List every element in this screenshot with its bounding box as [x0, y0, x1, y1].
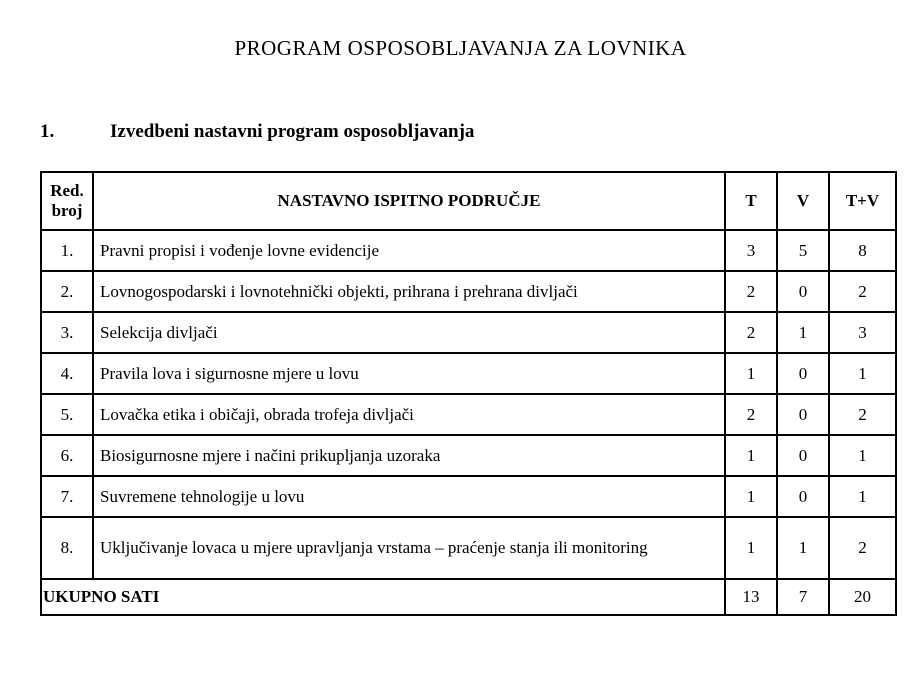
- practice-cell: 0: [777, 353, 829, 394]
- subject-cell: Biosigurnosne mjere i načini prikupljanja uzoraka: [93, 435, 725, 476]
- theory-cell: 1: [725, 476, 777, 517]
- practice-cell: 0: [777, 476, 829, 517]
- table-row: [41, 353, 896, 394]
- training-program-table: [40, 171, 897, 616]
- total-row: [41, 579, 896, 615]
- table-row: [41, 271, 896, 312]
- document-title: PROGRAM OSPOSOBLJAVANJA ZA LOVNIKA: [234, 36, 687, 60]
- theory-cell: 2: [725, 312, 777, 353]
- header-subject: NASTAVNO ISPITNO PODRUČJE: [93, 172, 725, 230]
- practice-cell: 0: [777, 435, 829, 476]
- row-number: 7.: [41, 476, 93, 517]
- total-cell: 8: [829, 230, 896, 271]
- table-row: [41, 435, 896, 476]
- subject-cell: Suvremene tehnologije u lovu: [93, 476, 725, 517]
- total-cell: 2: [829, 517, 896, 579]
- row-number: 1.: [41, 230, 93, 271]
- subject-cell: Lovnogospodarski i lovnotehnički objekti, prihrana i prehrana divljači: [93, 271, 725, 312]
- theory-cell: 2: [725, 271, 777, 312]
- header-row-number: Red. broj: [41, 172, 93, 230]
- table-row: [41, 312, 896, 353]
- total-cell: 3: [829, 312, 896, 353]
- section-number: 1.: [40, 121, 55, 142]
- table-row: [41, 394, 896, 435]
- subject-cell: Pravila lova i sigurnosne mjere u lovu: [93, 353, 725, 394]
- row-number: 6.: [41, 435, 93, 476]
- total-cell: 1: [829, 353, 896, 394]
- row-number: 3.: [41, 312, 93, 353]
- header-total: T+V: [829, 172, 896, 230]
- subject-cell: Lovačka etika i običaji, obrada trofeja divljači: [93, 394, 725, 435]
- row-number: 5.: [41, 394, 93, 435]
- header-theory: T: [725, 172, 777, 230]
- total-row-label: UKUPNO SATI: [41, 579, 725, 615]
- section-heading: [40, 121, 921, 143]
- theory-cell: 1: [725, 435, 777, 476]
- total-theory-cell: 13: [725, 579, 777, 615]
- total-cell: 2: [829, 394, 896, 435]
- total-practice-cell: 7: [777, 579, 829, 615]
- subject-cell: Selekcija divljači: [93, 312, 725, 353]
- total-cell: 2: [829, 271, 896, 312]
- table-row: [41, 517, 896, 579]
- subject-cell: Pravni propisi i vođenje lovne evidencije: [93, 230, 725, 271]
- practice-cell: 0: [777, 271, 829, 312]
- table-row: [41, 230, 896, 271]
- practice-cell: 0: [777, 394, 829, 435]
- practice-cell: 5: [777, 230, 829, 271]
- total-cell: 1: [829, 476, 896, 517]
- row-number: 4.: [41, 353, 93, 394]
- row-number: 8.: [41, 517, 93, 579]
- theory-cell: 1: [725, 353, 777, 394]
- row-number: 2.: [41, 271, 93, 312]
- header-practice: V: [777, 172, 829, 230]
- section-heading-text: Izvedbeni nastavni program osposobljavanja: [110, 121, 475, 142]
- practice-cell: 1: [777, 517, 829, 579]
- subject-cell: Uključivanje lovaca u mjere upravljanja vrstama – praćenje stanja ili monitoring: [93, 517, 725, 579]
- total-sum-cell: 20: [829, 579, 896, 615]
- table-header-row: [41, 172, 896, 230]
- theory-cell: 3: [725, 230, 777, 271]
- practice-cell: 1: [777, 312, 829, 353]
- theory-cell: 1: [725, 517, 777, 579]
- total-cell: 1: [829, 435, 896, 476]
- theory-cell: 2: [725, 394, 777, 435]
- table-row: [41, 476, 896, 517]
